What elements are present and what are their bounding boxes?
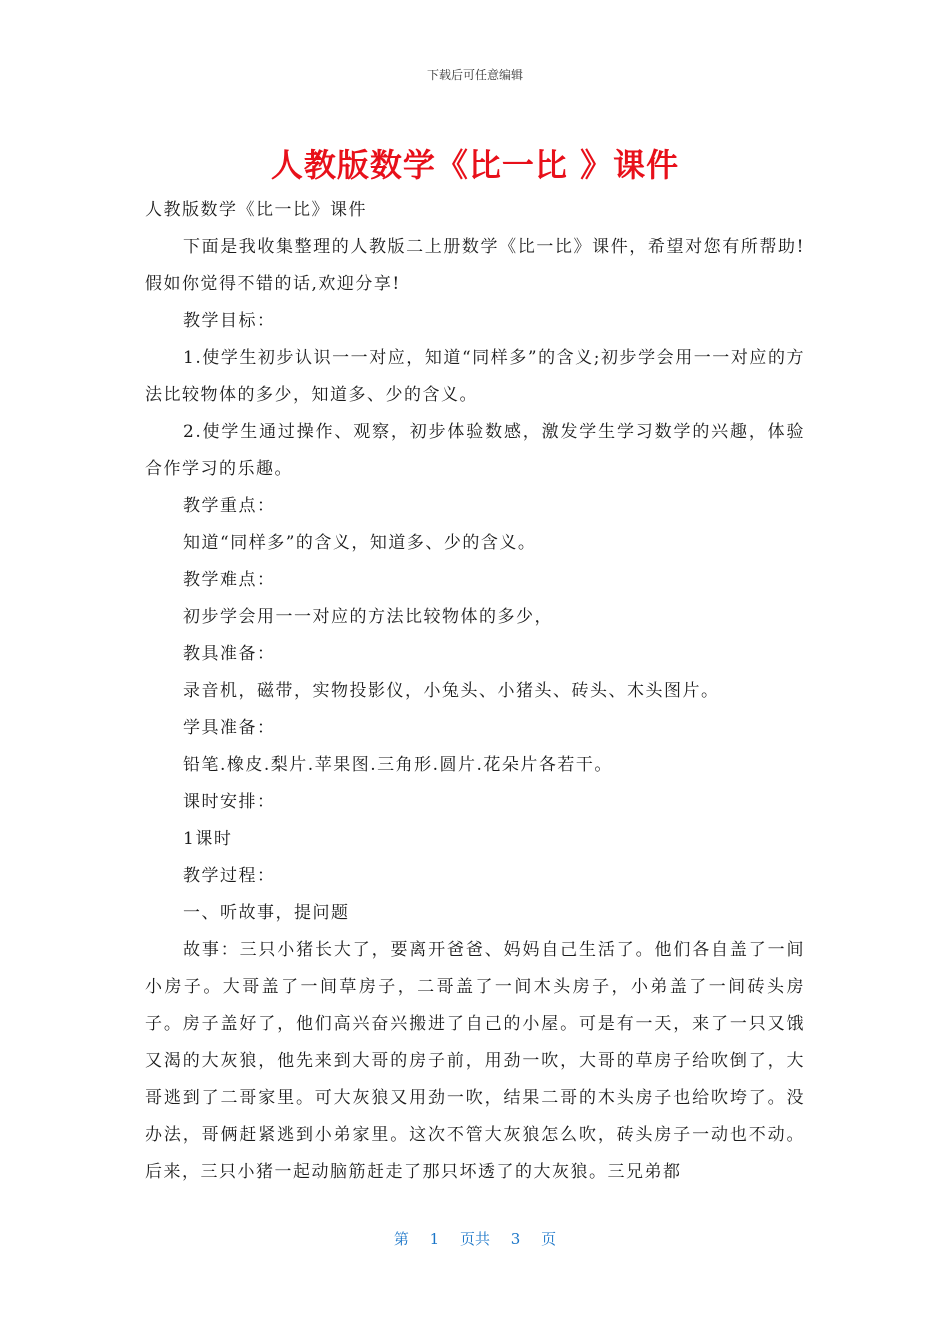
document-body bbox=[145, 192, 805, 1191]
footer-page-label-mid: 页共 bbox=[459, 1230, 490, 1248]
body-paragraph: 1课时 bbox=[183, 829, 233, 849]
body-paragraph: 教学目标： bbox=[183, 311, 276, 331]
body-paragraph: 课时安排： bbox=[183, 792, 276, 812]
header-note: 下载后可任意编辑 bbox=[426, 68, 523, 82]
body-paragraph: 教学难点： bbox=[183, 570, 276, 590]
body-paragraph: 教学重点： bbox=[183, 496, 276, 516]
body-paragraph: 知道“同样多”的含义，知道多、少的含义。 bbox=[183, 533, 537, 553]
body-paragraph: 故事：三只小猪长大了，要离开爸爸、妈妈自己生活了。他们各自盖了一间小房子。大哥盖了一间草房子，二哥盖了一间木头房子，小弟盖了一间砖头房子。房子盖好了，他们高兴奋兴搬进了自己的小屋。可是有一天，来了一只又饿又渴的大灰狼，他先来到大哥的房子前，用劲一吹，大哥的草房子给吹倒了，大哥逃到了二哥家里。可大灰狼又用劲一吹，结果二哥的木头房子也给吹垮了。没办法，哥俩赶紧逃到小弟家里。这次不管大灰狼怎么吹，砖头房子一动也不动。后来，三只小猪一起动脑筋赶走了那只坏透了的大灰狼。三兄弟都 bbox=[145, 940, 805, 1182]
body-paragraph: 人教版数学《比一比》课件 bbox=[145, 200, 367, 220]
footer-page-number: 1 bbox=[429, 1230, 440, 1248]
body-paragraph: 学具准备： bbox=[183, 718, 276, 738]
footer-page-label-pre: 第 bbox=[393, 1230, 409, 1248]
body-paragraph: 1.使学生初步认识一一对应，知道“同样多”的含义;初步学会用一一对应的方法比较物体的多少，知道多、少的含义。 bbox=[145, 348, 805, 405]
body-paragraph: 教具准备： bbox=[183, 644, 276, 664]
footer-page-total: 3 bbox=[510, 1230, 521, 1248]
body-paragraph: 铅笔.橡皮.梨片.苹果图.三角形.圆片.花朵片各若干。 bbox=[183, 755, 613, 775]
body-paragraph: 初步学会用一一对应的方法比较物体的多少， bbox=[183, 607, 553, 627]
body-paragraph: 2.使学生通过操作、观察，初步体验数感，激发学生学习数学的兴趣，体验合作学习的乐趣。 bbox=[145, 422, 805, 479]
footer-page-label-post: 页 bbox=[541, 1230, 557, 1248]
body-paragraph: 下面是我收集整理的人教版二上册数学《比一比》课件，希望对您有所帮助!假如你觉得不错的话,欢迎分享! bbox=[145, 237, 805, 294]
document-title: 人教版数学《比一比 》课件 bbox=[270, 146, 680, 184]
body-paragraph: 一、听故事，提问题 bbox=[183, 903, 350, 923]
page-footer bbox=[0, 1228, 950, 1249]
body-paragraph: 教学过程： bbox=[183, 866, 276, 886]
body-paragraph: 录音机，磁带，实物投影仪，小兔头、小猪头、砖头、木头图片。 bbox=[183, 681, 720, 701]
